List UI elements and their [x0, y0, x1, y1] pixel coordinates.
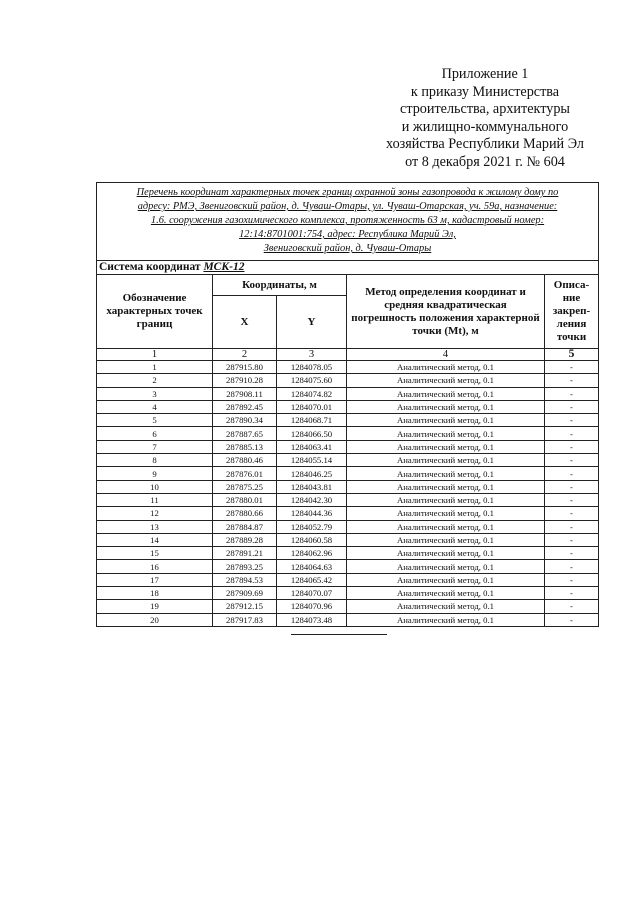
point-description: -	[545, 520, 599, 533]
point-description: -	[545, 613, 599, 626]
col-number: 1	[97, 349, 213, 361]
coord-y: 1284063.41	[277, 440, 347, 453]
method: Аналитический метод, 0.1	[347, 480, 545, 493]
coord-y: 1284042.30	[277, 493, 347, 506]
coord-x: 287910.28	[213, 374, 277, 387]
coord-y: 1284070.07	[277, 587, 347, 600]
coord-x: 287885.13	[213, 440, 277, 453]
table-row	[97, 520, 599, 533]
point-description: -	[545, 427, 599, 440]
method: Аналитический метод, 0.1	[347, 600, 545, 613]
coordinate-system-label: Система координат	[99, 261, 201, 273]
table-row	[97, 600, 599, 613]
point-description: -	[545, 454, 599, 467]
header-y: Y	[277, 296, 347, 349]
table-row	[97, 493, 599, 506]
coord-y: 1284078.05	[277, 361, 347, 374]
coord-x: 287892.45	[213, 400, 277, 413]
coord-x: 287908.11	[213, 387, 277, 400]
header-line: и жилищно-коммунального	[401, 118, 569, 135]
method: Аналитический метод, 0.1	[347, 613, 545, 626]
header-method: Метод определения координат и средняя квадратическая погрешность положения характерной точки (Mt), м	[347, 275, 545, 349]
table-title	[97, 183, 599, 261]
method: Аналитический метод, 0.1	[347, 414, 545, 427]
point-description: -	[545, 533, 599, 546]
point-description: -	[545, 414, 599, 427]
table-row	[97, 480, 599, 493]
point-id: 9	[97, 467, 213, 480]
method: Аналитический метод, 0.1	[347, 440, 545, 453]
table-row	[97, 507, 599, 520]
coord-y: 1284055.14	[277, 454, 347, 467]
coord-x: 287884.87	[213, 520, 277, 533]
table-row	[97, 414, 599, 427]
header-line: к приказу Министерства	[410, 83, 560, 100]
point-description: -	[545, 361, 599, 374]
point-id: 19	[97, 600, 213, 613]
point-id: 4	[97, 400, 213, 413]
coord-y: 1284044.36	[277, 507, 347, 520]
method: Аналитический метод, 0.1	[347, 374, 545, 387]
table-row	[97, 613, 599, 626]
point-description: -	[545, 440, 599, 453]
point-id: 13	[97, 520, 213, 533]
header-coordinates: Координаты, м	[213, 275, 347, 296]
coord-x: 287889.28	[213, 533, 277, 546]
coord-x: 287891.21	[213, 547, 277, 560]
point-id: 17	[97, 573, 213, 586]
table-row	[97, 560, 599, 573]
point-description: -	[545, 573, 599, 586]
title-line: Перечень координат характерных точек границ охранной зоны газопровода к жилому дому по	[136, 187, 559, 198]
point-description: -	[545, 493, 599, 506]
coordinate-system-value: МСК-12	[203, 261, 245, 273]
point-id: 20	[97, 613, 213, 626]
coord-x: 287880.46	[213, 454, 277, 467]
method: Аналитический метод, 0.1	[347, 361, 545, 374]
title-line: адресу: РМЭ, Звениговский район, д. Чуваш-Отары, ул. Чуваш-Отарская, уч. 59а, назначение:	[137, 201, 558, 212]
table-row	[97, 547, 599, 560]
method: Аналитический метод, 0.1	[347, 587, 545, 600]
coord-x: 287893.25	[213, 560, 277, 573]
coord-y: 1284064.63	[277, 560, 347, 573]
method: Аналитический метод, 0.1	[347, 454, 545, 467]
coordinates-table	[96, 182, 599, 627]
title-line: Звениговский район, д. Чуваш-Отары	[263, 243, 432, 254]
method: Аналитический метод, 0.1	[347, 387, 545, 400]
col-number: 2	[213, 349, 277, 361]
coord-x: 287894.53	[213, 573, 277, 586]
method: Аналитический метод, 0.1	[347, 507, 545, 520]
coord-y: 1284060.58	[277, 533, 347, 546]
table-row	[97, 454, 599, 467]
point-id: 16	[97, 560, 213, 573]
coord-x: 287917.83	[213, 613, 277, 626]
point-id: 8	[97, 454, 213, 467]
coord-y: 1284043.81	[277, 480, 347, 493]
header-x: X	[213, 296, 277, 349]
table-row	[97, 587, 599, 600]
point-description: -	[545, 587, 599, 600]
point-description: -	[545, 507, 599, 520]
point-description: -	[545, 600, 599, 613]
header-line: от 8 декабря 2021 г. № 604	[405, 153, 565, 170]
point-id: 14	[97, 533, 213, 546]
table-row	[97, 533, 599, 546]
coordinate-system	[97, 261, 599, 275]
method: Аналитический метод, 0.1	[347, 427, 545, 440]
point-id: 2	[97, 374, 213, 387]
point-id: 1	[97, 361, 213, 374]
point-id: 11	[97, 493, 213, 506]
coord-y: 1284070.96	[277, 600, 347, 613]
signature-line	[291, 634, 387, 635]
header-point-designation: Обозначение характерных точек границ	[97, 275, 213, 349]
coord-x: 287880.66	[213, 507, 277, 520]
coord-x: 287876.01	[213, 467, 277, 480]
point-id: 6	[97, 427, 213, 440]
point-id: 3	[97, 387, 213, 400]
point-id: 18	[97, 587, 213, 600]
col-number: 5	[545, 349, 599, 361]
coord-y: 1284073.48	[277, 613, 347, 626]
point-description: -	[545, 400, 599, 413]
coord-x: 287880.01	[213, 493, 277, 506]
method: Аналитический метод, 0.1	[347, 400, 545, 413]
header-line: строительства, архитектуры	[400, 101, 570, 118]
col-number: 3	[277, 349, 347, 361]
point-description: -	[545, 374, 599, 387]
appendix-header	[350, 66, 620, 172]
point-id: 15	[97, 547, 213, 560]
point-description: -	[545, 467, 599, 480]
point-id: 7	[97, 440, 213, 453]
method: Аналитический метод, 0.1	[347, 573, 545, 586]
title-line: 12:14:8701001:754, адрес: Республика Марий Эл,	[239, 229, 456, 240]
point-description: -	[545, 560, 599, 573]
coord-x: 287915.80	[213, 361, 277, 374]
table-row	[97, 573, 599, 586]
table-row	[97, 374, 599, 387]
method: Аналитический метод, 0.1	[347, 547, 545, 560]
point-id: 12	[97, 507, 213, 520]
coord-y: 1284052.79	[277, 520, 347, 533]
point-id: 5	[97, 414, 213, 427]
point-description: -	[545, 480, 599, 493]
coord-x: 287875.25	[213, 480, 277, 493]
method: Аналитический метод, 0.1	[347, 493, 545, 506]
coord-y: 1284075.60	[277, 374, 347, 387]
coord-x: 287912.15	[213, 600, 277, 613]
coord-x: 287887.65	[213, 427, 277, 440]
table-row	[97, 467, 599, 480]
method: Аналитический метод, 0.1	[347, 560, 545, 573]
header-description: Описа- ние закреп- ления точки	[545, 275, 599, 349]
coord-y: 1284046.25	[277, 467, 347, 480]
method: Аналитический метод, 0.1	[347, 520, 545, 533]
coord-y: 1284070.01	[277, 400, 347, 413]
coord-y: 1284062.96	[277, 547, 347, 560]
method: Аналитический метод, 0.1	[347, 467, 545, 480]
header-line: хозяйства Республики Марий Эл	[386, 136, 584, 153]
coord-x: 287909.69	[213, 587, 277, 600]
table-row	[97, 387, 599, 400]
point-description: -	[545, 387, 599, 400]
table-row	[97, 440, 599, 453]
point-description: -	[545, 547, 599, 560]
table-row	[97, 361, 599, 374]
col-number: 4	[347, 349, 545, 361]
title-line: 1.6. сооружения газохимического комплекса, протяженность 63 м, кадастровый номер:	[150, 215, 545, 226]
table-row	[97, 400, 599, 413]
coord-y: 1284074.82	[277, 387, 347, 400]
coord-y: 1284068.71	[277, 414, 347, 427]
coord-y: 1284066.50	[277, 427, 347, 440]
coord-y: 1284065.42	[277, 573, 347, 586]
coord-x: 287890.34	[213, 414, 277, 427]
point-id: 10	[97, 480, 213, 493]
header-line: Приложение 1	[441, 66, 529, 82]
method: Аналитический метод, 0.1	[347, 533, 545, 546]
table-row	[97, 427, 599, 440]
